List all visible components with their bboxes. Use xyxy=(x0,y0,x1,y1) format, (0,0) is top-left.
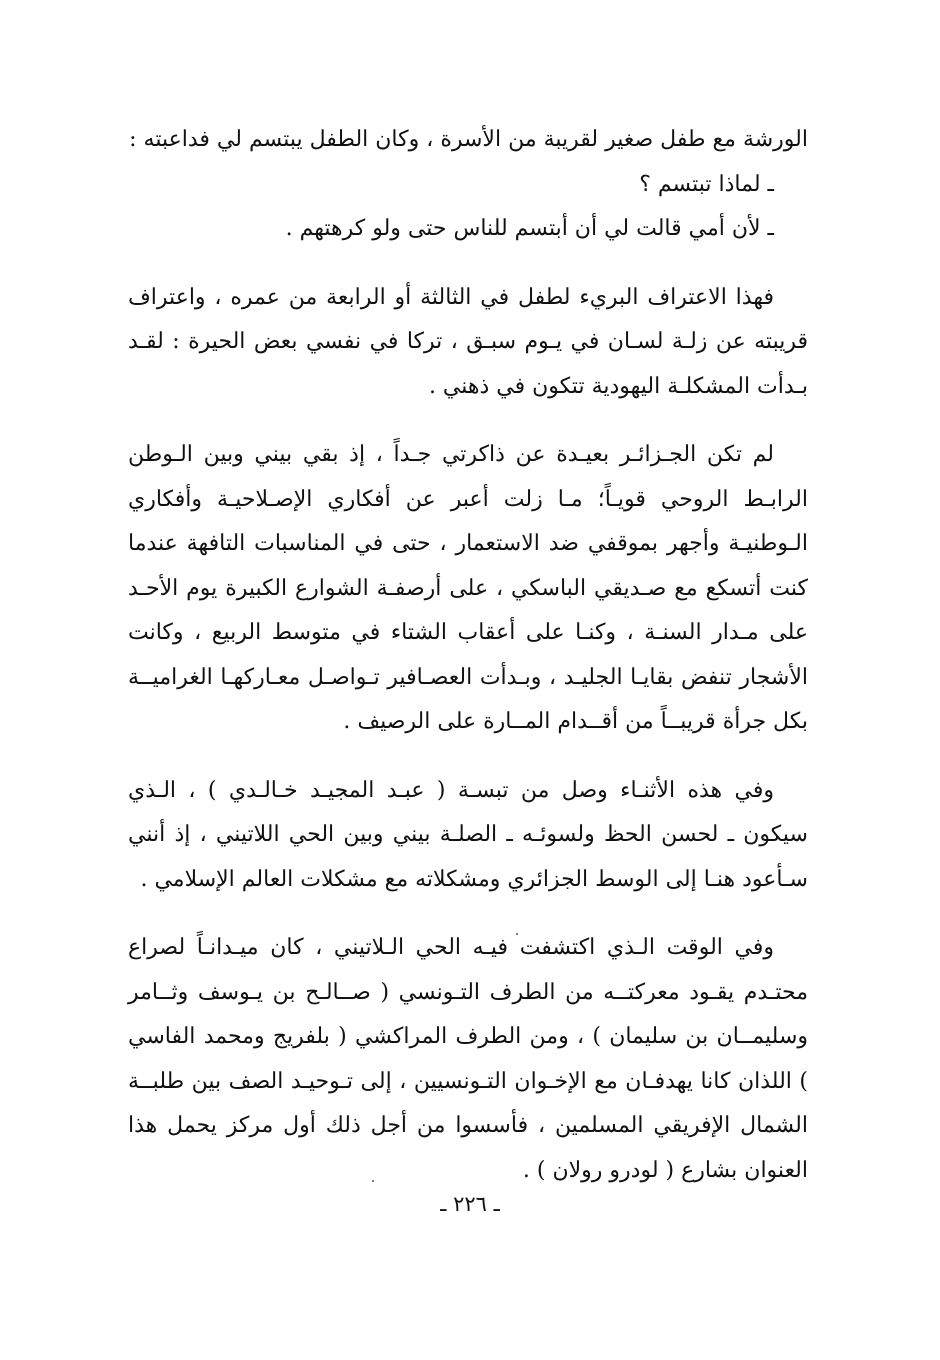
opening-line: الورشة مع طفل صغير لقريبة من الأسرة ، وكان الطفل يبتسم لي فداعبته : xyxy=(129,127,808,152)
print-speck xyxy=(516,933,518,935)
dialogue-answer: ـ لأن أمي قالت لي أن أبتسم للناس حتى ولو كرهتهم . xyxy=(285,216,774,241)
body-text xyxy=(128,118,808,1193)
dialogue-question: ـ لماذا تبتسم ؟ xyxy=(639,171,774,197)
paragraph-latin-quarter: وفي الوقت الـذي اكتشفت فيـه الحي الـلاتيني ، كان ميـدانـاً لصراع محتـدم يقـود معركتــه من الطرف التـونسي ( صــالـح بن يـوسف وثــامر وسليمــان بن سليمان ) ، ومن الطرف المراكشي ( بلفريج ومحمد الفاسي ) اللذان كانا يهدفـان مع الإخـوان التـونسيين ، إلى تـوحيـد الصف بين طلبــة الشمال الإفريقي المسلمين ، فأسسوا من أجل ذلك أول مركز يحمل هذا العنوان بشارع ( لودرو رولان ) . xyxy=(128,935,808,1183)
paragraph-tebessa: وفي هذه الأثنـاء وصل من تبسـة ( عبـد المجيـد خـالـدي ) ، الـذي سيكون ـ لحسن الحظ ولسوئـه ـ الصلـة بيني وبين الحي اللاتيني ، إذ أنني سـأعود هنـا إلى الوسط الجزائري ومشكلاته مع مشكلات العالم الإسلامي . xyxy=(128,777,808,892)
paragraph-confession: فهذا الاعتراف البريء لطفل في الثالثة أو الرابعة من عمره ، واعتراف قريبته عن زلـة لسـان في يـوم سبـق ، تركا في نفسي بعض الحيرة : لقـد بـدأت المشكلـة اليهودية تتكون في ذهني . xyxy=(128,284,808,399)
print-speck xyxy=(372,1180,374,1182)
paragraph-algeria: لم تكن الجـزائـر بعيـدة عن ذاكرتي جـداً ، إذ بقي بيني وبين الـوطن الرابـط الروحي قويـاً؛ مـا زلت أعبر عن أفكاري الإصـلاحيـة وأفكاري الـوطنيـة وأجهر بموقفي ضد الاستعمار ، حتى في المناسبات التافهة عندما كنت أتسكع مع صـديقي الباسكي ، على أرصفـة الشوارع الكبيرة يوم الأحـد على مـدار السنـة ، وكنـا على أعقاب الشتاء في متوسط الربيع ، وكانت الأشجار تنفض بقايـا الجليـد ، وبـدأت العصـافير تـواصـل معـاركهـا الغراميــة بكل جرأة قريبــاً من أقــدام المــارة على الرصيف . xyxy=(128,442,808,734)
page-number: ـ ٢٢٦ ـ xyxy=(440,1192,500,1216)
